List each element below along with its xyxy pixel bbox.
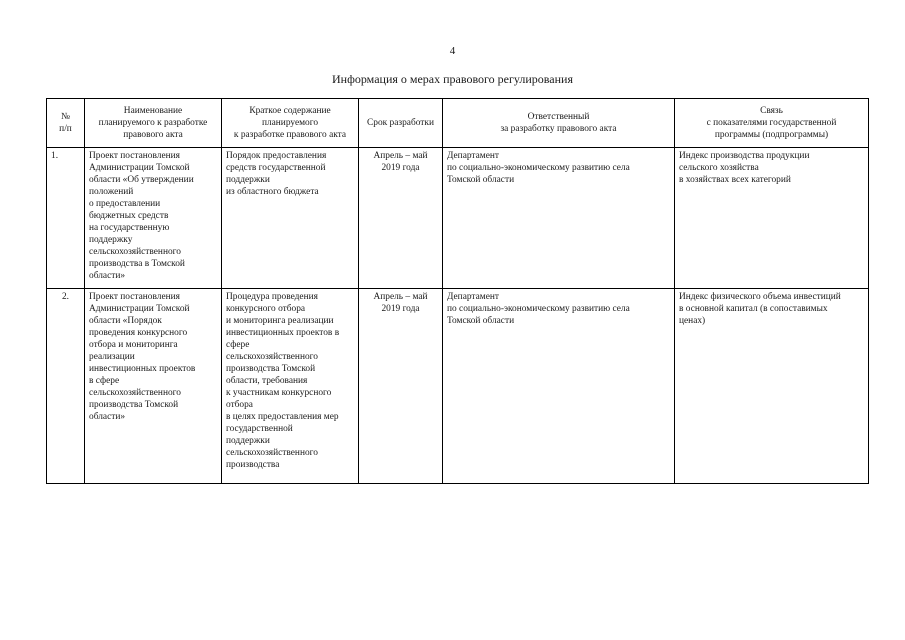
cell-text-line: сельскохозяйственного xyxy=(89,388,181,398)
cell-text-line: сфере xyxy=(226,340,250,350)
responsible-cell xyxy=(443,289,675,484)
act-name-cell xyxy=(85,148,222,289)
table-body xyxy=(47,148,869,484)
table-header xyxy=(47,99,869,148)
cell-text-line: производства xyxy=(226,460,280,470)
indicator-link-cell xyxy=(675,289,869,484)
cell-text-line: области» xyxy=(89,271,126,281)
cell-text-line: Проект постановления xyxy=(89,292,180,302)
page-number: 4 xyxy=(449,45,456,57)
table-row xyxy=(47,148,869,289)
cell-text-line: средств государственной xyxy=(226,163,326,173)
cell-text-line: п/п xyxy=(59,124,72,134)
row-number-cell: 2. xyxy=(47,289,85,484)
cell-text-line: области «Порядок xyxy=(89,316,162,326)
cell-text-line: на государственную xyxy=(89,223,170,233)
cell-text-line: отбора и мониторинга xyxy=(89,340,178,350)
row-number-cell: 1. xyxy=(47,148,85,289)
cell-text-line: сельскохозяйственного xyxy=(226,448,318,458)
cell-text-line: в основной капитал (в сопоставимых xyxy=(679,304,828,314)
cell-text-line: за разработку правового акта xyxy=(500,124,617,134)
header-name xyxy=(85,99,222,148)
cell-text-line: программы (подпрограммы) xyxy=(714,130,829,140)
cell-text-line: к участникам конкурсного xyxy=(226,388,332,398)
cell-text-line: Порядок предоставления xyxy=(226,151,327,161)
cell-text-line: ценах) xyxy=(679,316,706,326)
table-row xyxy=(47,289,869,484)
header-responsible xyxy=(443,99,675,148)
cell-text-line: поддержки xyxy=(226,175,270,185)
cell-text-line: Срок разработки xyxy=(367,118,434,128)
cell-text-line: производства Томской xyxy=(89,400,179,410)
cell-text-line: Апрель – май xyxy=(373,151,428,161)
cell-text-line: Департамент xyxy=(447,151,499,161)
cell-text-line: правового акта xyxy=(123,130,183,140)
act-summary-cell xyxy=(222,148,359,289)
cell-text-line: области, требования xyxy=(226,376,308,386)
cell-text-line: 2019 года xyxy=(381,304,420,314)
document-title: Информация о мерах правового регулирования xyxy=(332,72,573,86)
act-name-cell xyxy=(85,289,222,484)
cell-text-line: бюджетных средств xyxy=(89,211,169,221)
cell-text-line: Индекс производства продукции xyxy=(679,151,810,161)
cell-text-line: поддержки xyxy=(226,436,270,446)
cell-text-line: конкурсного отбора xyxy=(226,304,306,314)
legal-measures-table xyxy=(46,98,869,484)
term-cell xyxy=(359,148,443,289)
term-cell xyxy=(359,289,443,484)
cell-text-line: по социально-экономическому развитию села xyxy=(447,163,630,173)
cell-text-line: Связь xyxy=(760,106,783,116)
cell-text-line: производства Томской xyxy=(226,364,316,374)
responsible-cell xyxy=(443,148,675,289)
cell-text-line: государственной xyxy=(226,424,293,434)
cell-text-line: и мониторинга реализации xyxy=(226,316,334,326)
cell-text-line: отбора xyxy=(226,400,253,410)
indicator-link-cell xyxy=(675,148,869,289)
cell-text-line: сельскохозяйственного xyxy=(226,352,318,362)
cell-text-line: № xyxy=(61,112,70,122)
cell-text-line: к разработке правового акта xyxy=(233,130,347,140)
cell-text-line: Департамент xyxy=(447,292,499,302)
header-summary xyxy=(222,99,359,148)
cell-text-line: инвестиционных проектов в xyxy=(226,328,340,338)
cell-text-line: области «Об утверждении xyxy=(89,175,194,185)
cell-text-line: сельского хозяйства xyxy=(679,163,759,173)
cell-text-line: положений xyxy=(89,187,134,197)
header-num xyxy=(47,99,85,148)
cell-text-line: реализации xyxy=(89,352,135,362)
cell-text-line: планируемого к разработке xyxy=(98,118,208,128)
act-summary-cell xyxy=(222,289,359,484)
header-term xyxy=(359,99,443,148)
cell-text-line: Томской области xyxy=(447,316,515,326)
cell-text-line: Индекс физического объема инвестиций xyxy=(679,292,841,302)
cell-text-line: в хозяйствах всех категорий xyxy=(679,175,791,185)
cell-text-line: Апрель – май xyxy=(373,292,428,302)
cell-text-line: по социально-экономическому развитию села xyxy=(447,304,630,314)
cell-text-line: сельскохозяйственного xyxy=(89,247,181,257)
cell-text-line: Проект постановления xyxy=(89,151,180,161)
cell-text-line: в целях предоставления мер xyxy=(226,412,339,422)
cell-text-line: планируемого xyxy=(261,118,319,128)
cell-text-line: Томской области xyxy=(447,175,515,185)
cell-text-line: инвестиционных проектов xyxy=(89,364,196,374)
cell-text-line: с показателями государственной xyxy=(706,118,837,128)
cell-text-line: Администрации Томской xyxy=(89,163,190,173)
header-row xyxy=(47,99,869,148)
cell-text-line: области» xyxy=(89,412,126,422)
cell-text-line: Процедура проведения xyxy=(226,292,318,302)
cell-text-line: Ответственный xyxy=(527,112,590,122)
cell-text-line: из областного бюджета xyxy=(226,187,319,197)
cell-text-line: Наименование xyxy=(123,106,183,116)
cell-text-line: проведения конкурсного xyxy=(89,328,188,338)
cell-text-line: производства в Томской xyxy=(89,259,185,269)
cell-text-line: Администрации Томской xyxy=(89,304,190,314)
cell-text-line: 2019 года xyxy=(381,163,420,173)
cell-text-line: о предоставлении xyxy=(89,199,161,209)
cell-text-line: Краткое содержание xyxy=(249,106,331,116)
cell-text-line: в сфере xyxy=(89,376,120,386)
cell-text-line: поддержку xyxy=(89,235,133,245)
header-link xyxy=(675,99,869,148)
